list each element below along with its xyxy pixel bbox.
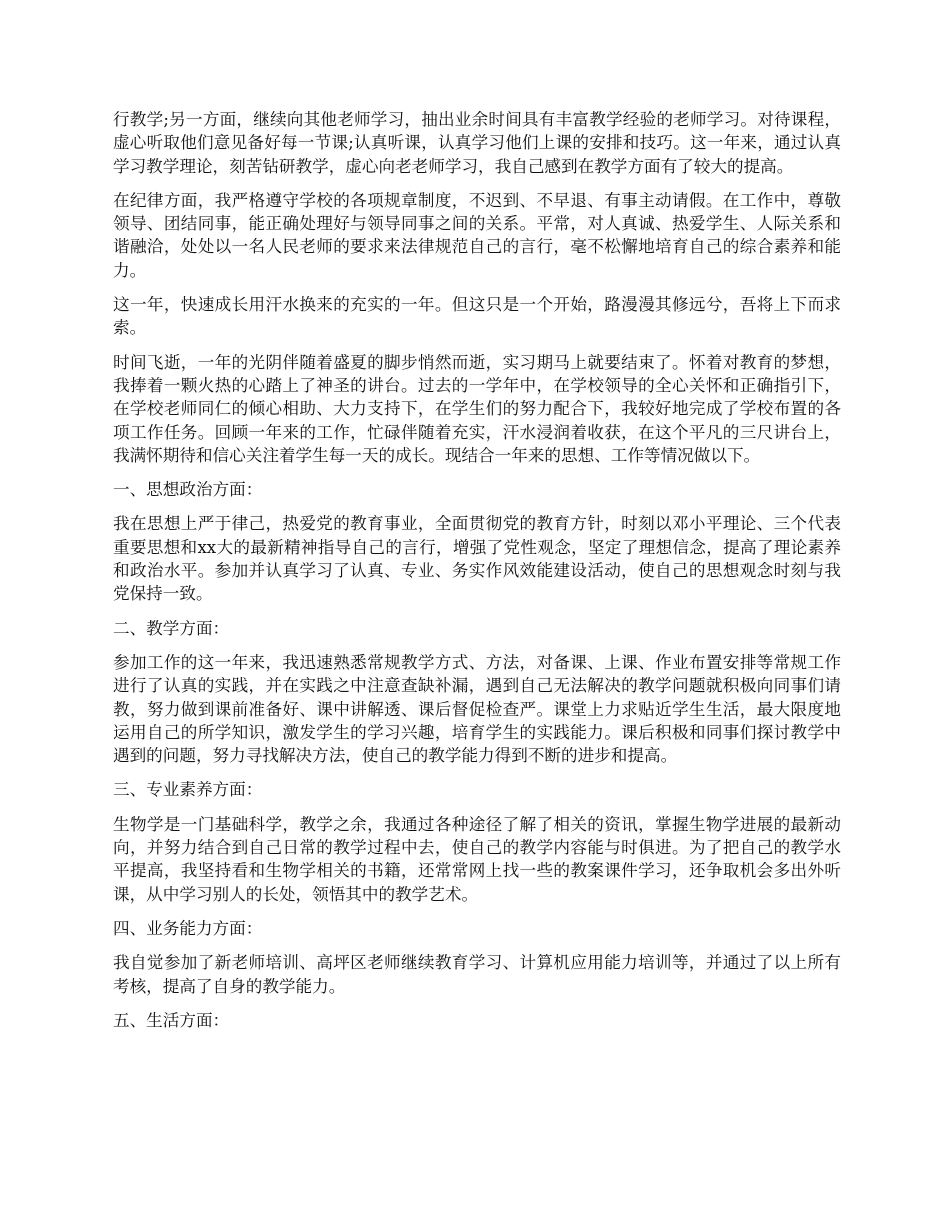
section-heading-ability: 四、业务能力方面：	[113, 918, 263, 938]
paragraph-teaching-learning: 行教学;另一方面，继续向其他老师学习，抽出业余时间具有丰富教学经验的老师学习。对待课程，虚心听取他们意见备好每一节课;认真听课，认真学习他们上课的安排和技巧。这一年来，通过认真学习教学理论，刻苦钻研教学，虚心向老老师学习，我自己感到在教学方面有了较大的提高。	[113, 110, 841, 176]
document-page	[113, 108, 841, 1043]
paragraph-growth-year: 这一年，快速成长用汗水换来的充实的一年。但这只是一个开始，路漫漫其修远兮，吾将上下而求索。	[113, 295, 841, 338]
paragraph-politics: 我在思想上严于律己，热爱党的教育事业，全面贯彻党的教育方针，时刻以邓小平理论、三个代表重要思想和xx大的最新精神指导自己的言行，增强了党性观念，坚定了理想信念，提高了理论素养和政治水平。参加并认真学习了认真、专业、务实作风效能建设活动，使自己的思想观念时刻与我党保持一致。	[113, 514, 841, 604]
section-heading-life: 五、生活方面：	[113, 1010, 230, 1030]
section-heading-professional: 三、专业素养方面：	[113, 780, 263, 800]
paragraph-teaching: 参加工作的这一年来，我迅速熟悉常规教学方式、方法，对备课、上课、作业布置安排等常规工作进行了认真的实践，并在实践之中注意查缺补漏，遇到自己无法解决的教学问题就积极向同事们请教，努力做到课前准备好、课中讲解透、课后督促检查严。课堂上力求贴近学生生活，最大限度地运用自己的所学知识，激发学生的学习兴趣，培育学生的实践能力。课后积极和同事们探讨教学中遇到的问题，努力寻找解决方法，使自己的教学能力得到不断的进步和提高。	[113, 652, 841, 766]
section-heading-teaching: 二、教学方面：	[113, 618, 230, 638]
paragraph-professional: 生物学是一门基础科学，教学之余，我通过各种途径了解了相关的资讯，掌握生物学进展的最新动向，并努力结合到自己日常的教学过程中去，使自己的教学内容能与时俱进。为了把自己的教学水平提高，我坚持看和生物学相关的书籍，还常常网上找一些的教案课件学习，还争取机会多出外听课，从中学习别人的长处，领悟其中的教学艺术。	[113, 814, 841, 904]
paragraph-discipline: 在纪律方面，我严格遵守学校的各项规章制度，不迟到、不早退、有事主动请假。在工作中，尊敬领导、团结同事，能正确处理好与领导同事之间的关系。平常，对人真诚、热爱学生、人际关系和谐融洽，处处以一名人民老师的要求来法律规范自己的言行，毫不松懈地培育自己的综合素养和能力。	[113, 190, 841, 280]
paragraph-summary-intro: 时间飞逝，一年的光阴伴随着盛夏的脚步悄然而逝，实习期马上就要结束了。怀着对教育的梦想，我捧着一颗火热的心踏上了神圣的讲台。过去的一学年中，在学校领导的全心关怀和正确指引下，在学校老师同仁的倾心相助、大力支持下，在学生们的努力配合下，我较好地完成了学校布置的各项工作任务。回顾一年来的工作，忙碌伴随着充实，汗水浸润着收获，在这个平凡的三尺讲台上，我满怀期待和信心关注着学生每一天的成长。现结合一年来的思想、工作等情况做以下。	[113, 352, 841, 465]
section-heading-politics: 一、思想政治方面：	[113, 480, 263, 500]
paragraph-ability: 我自觉参加了新老师培训、高坪区老师继续教育学习、计算机应用能力培训等，并通过了以上所有考核，提高了自身的教学能力。	[113, 953, 841, 996]
